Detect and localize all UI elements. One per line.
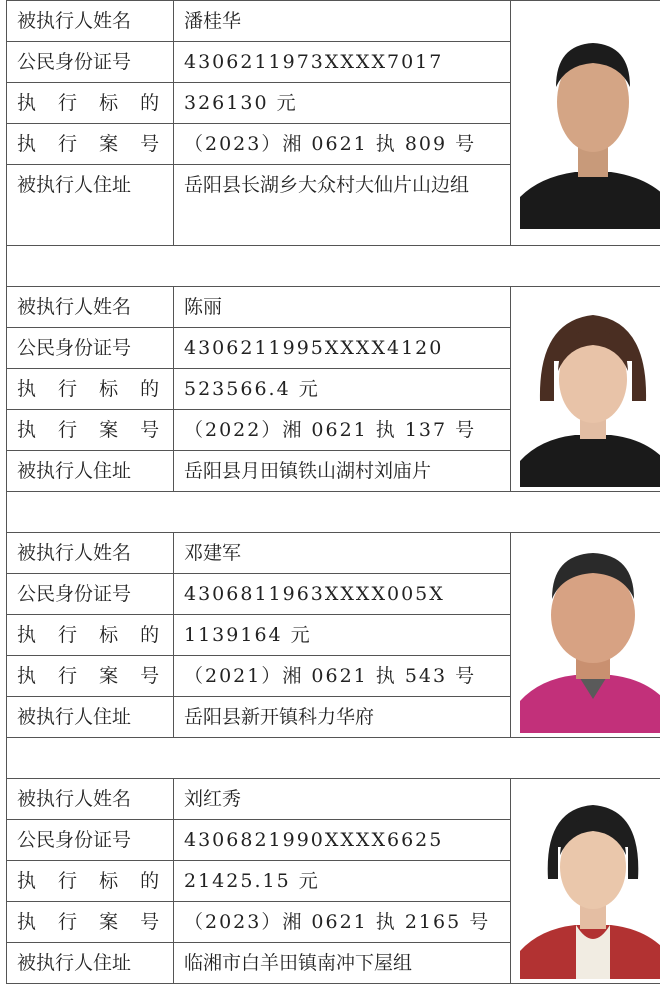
name-value: 刘红秀 xyxy=(174,779,511,820)
record-4-name-row xyxy=(7,779,660,820)
id-label: 公民身份证号 xyxy=(7,574,174,615)
photo-cell xyxy=(511,1,660,246)
name-value: 陈丽 xyxy=(174,287,511,328)
portrait-photo-3 xyxy=(520,537,660,733)
name-label: 被执行人姓名 xyxy=(7,1,174,42)
address-label: 被执行人住址 xyxy=(7,165,174,246)
case-label: 执 行 案 号 xyxy=(7,410,174,451)
amount-value: 21425.15 元 xyxy=(174,861,511,902)
id-value: 4306211995XXXX4120 xyxy=(174,328,511,369)
address-value: 岳阳县新开镇科力华府 xyxy=(174,697,511,738)
address-value: 岳阳县月田镇铁山湖村刘庙片 xyxy=(174,451,511,492)
case-value: （2021）湘 0621 执 543 号 xyxy=(174,656,511,697)
case-value: （2023）湘 0621 执 809 号 xyxy=(174,124,511,165)
portrait-photo-1 xyxy=(520,17,660,229)
id-value: 4306821990XXXX6625 xyxy=(174,820,511,861)
name-value: 邓建军 xyxy=(174,533,511,574)
portrait-photo-2 xyxy=(520,291,660,487)
address-value: 岳阳县长湖乡大众村大仙片山边组 xyxy=(174,165,511,246)
separator-row xyxy=(7,492,660,533)
separator-row xyxy=(7,738,660,779)
address-label: 被执行人住址 xyxy=(7,451,174,492)
case-label: 执 行 案 号 xyxy=(7,902,174,943)
photo-cell xyxy=(511,533,660,738)
id-label: 公民身份证号 xyxy=(7,42,174,83)
name-label: 被执行人姓名 xyxy=(7,779,174,820)
case-value: （2022）湘 0621 执 137 号 xyxy=(174,410,511,451)
address-value: 临湘市白羊田镇南冲下屋组 xyxy=(174,943,511,984)
record-3-name-row xyxy=(7,533,660,574)
address-label: 被执行人住址 xyxy=(7,943,174,984)
address-label: 被执行人住址 xyxy=(7,697,174,738)
photo-cell xyxy=(511,779,660,984)
amount-label: 执 行 标 的 xyxy=(7,615,174,656)
debtor-table xyxy=(6,0,660,984)
id-label: 公民身份证号 xyxy=(7,328,174,369)
case-label: 执 行 案 号 xyxy=(7,656,174,697)
amount-value: 523566.4 元 xyxy=(174,369,511,410)
case-label: 执 行 案 号 xyxy=(7,124,174,165)
name-label: 被执行人姓名 xyxy=(7,533,174,574)
record-2-name-row xyxy=(7,287,660,328)
portrait-photo-4 xyxy=(520,783,660,979)
photo-cell xyxy=(511,287,660,492)
case-value: （2023）湘 0621 执 2165 号 xyxy=(174,902,511,943)
amount-label: 执 行 标 的 xyxy=(7,369,174,410)
name-label: 被执行人姓名 xyxy=(7,287,174,328)
name-value: 潘桂华 xyxy=(174,1,511,42)
amount-value: 326130 元 xyxy=(174,83,511,124)
separator-row xyxy=(7,246,660,287)
record-1-name-row xyxy=(7,1,660,42)
id-value: 4306811963XXXX005X xyxy=(174,574,511,615)
amount-label: 执 行 标 的 xyxy=(7,83,174,124)
id-value: 4306211973XXXX7017 xyxy=(174,42,511,83)
amount-label: 执 行 标 的 xyxy=(7,861,174,902)
id-label: 公民身份证号 xyxy=(7,820,174,861)
amount-value: 1139164 元 xyxy=(174,615,511,656)
